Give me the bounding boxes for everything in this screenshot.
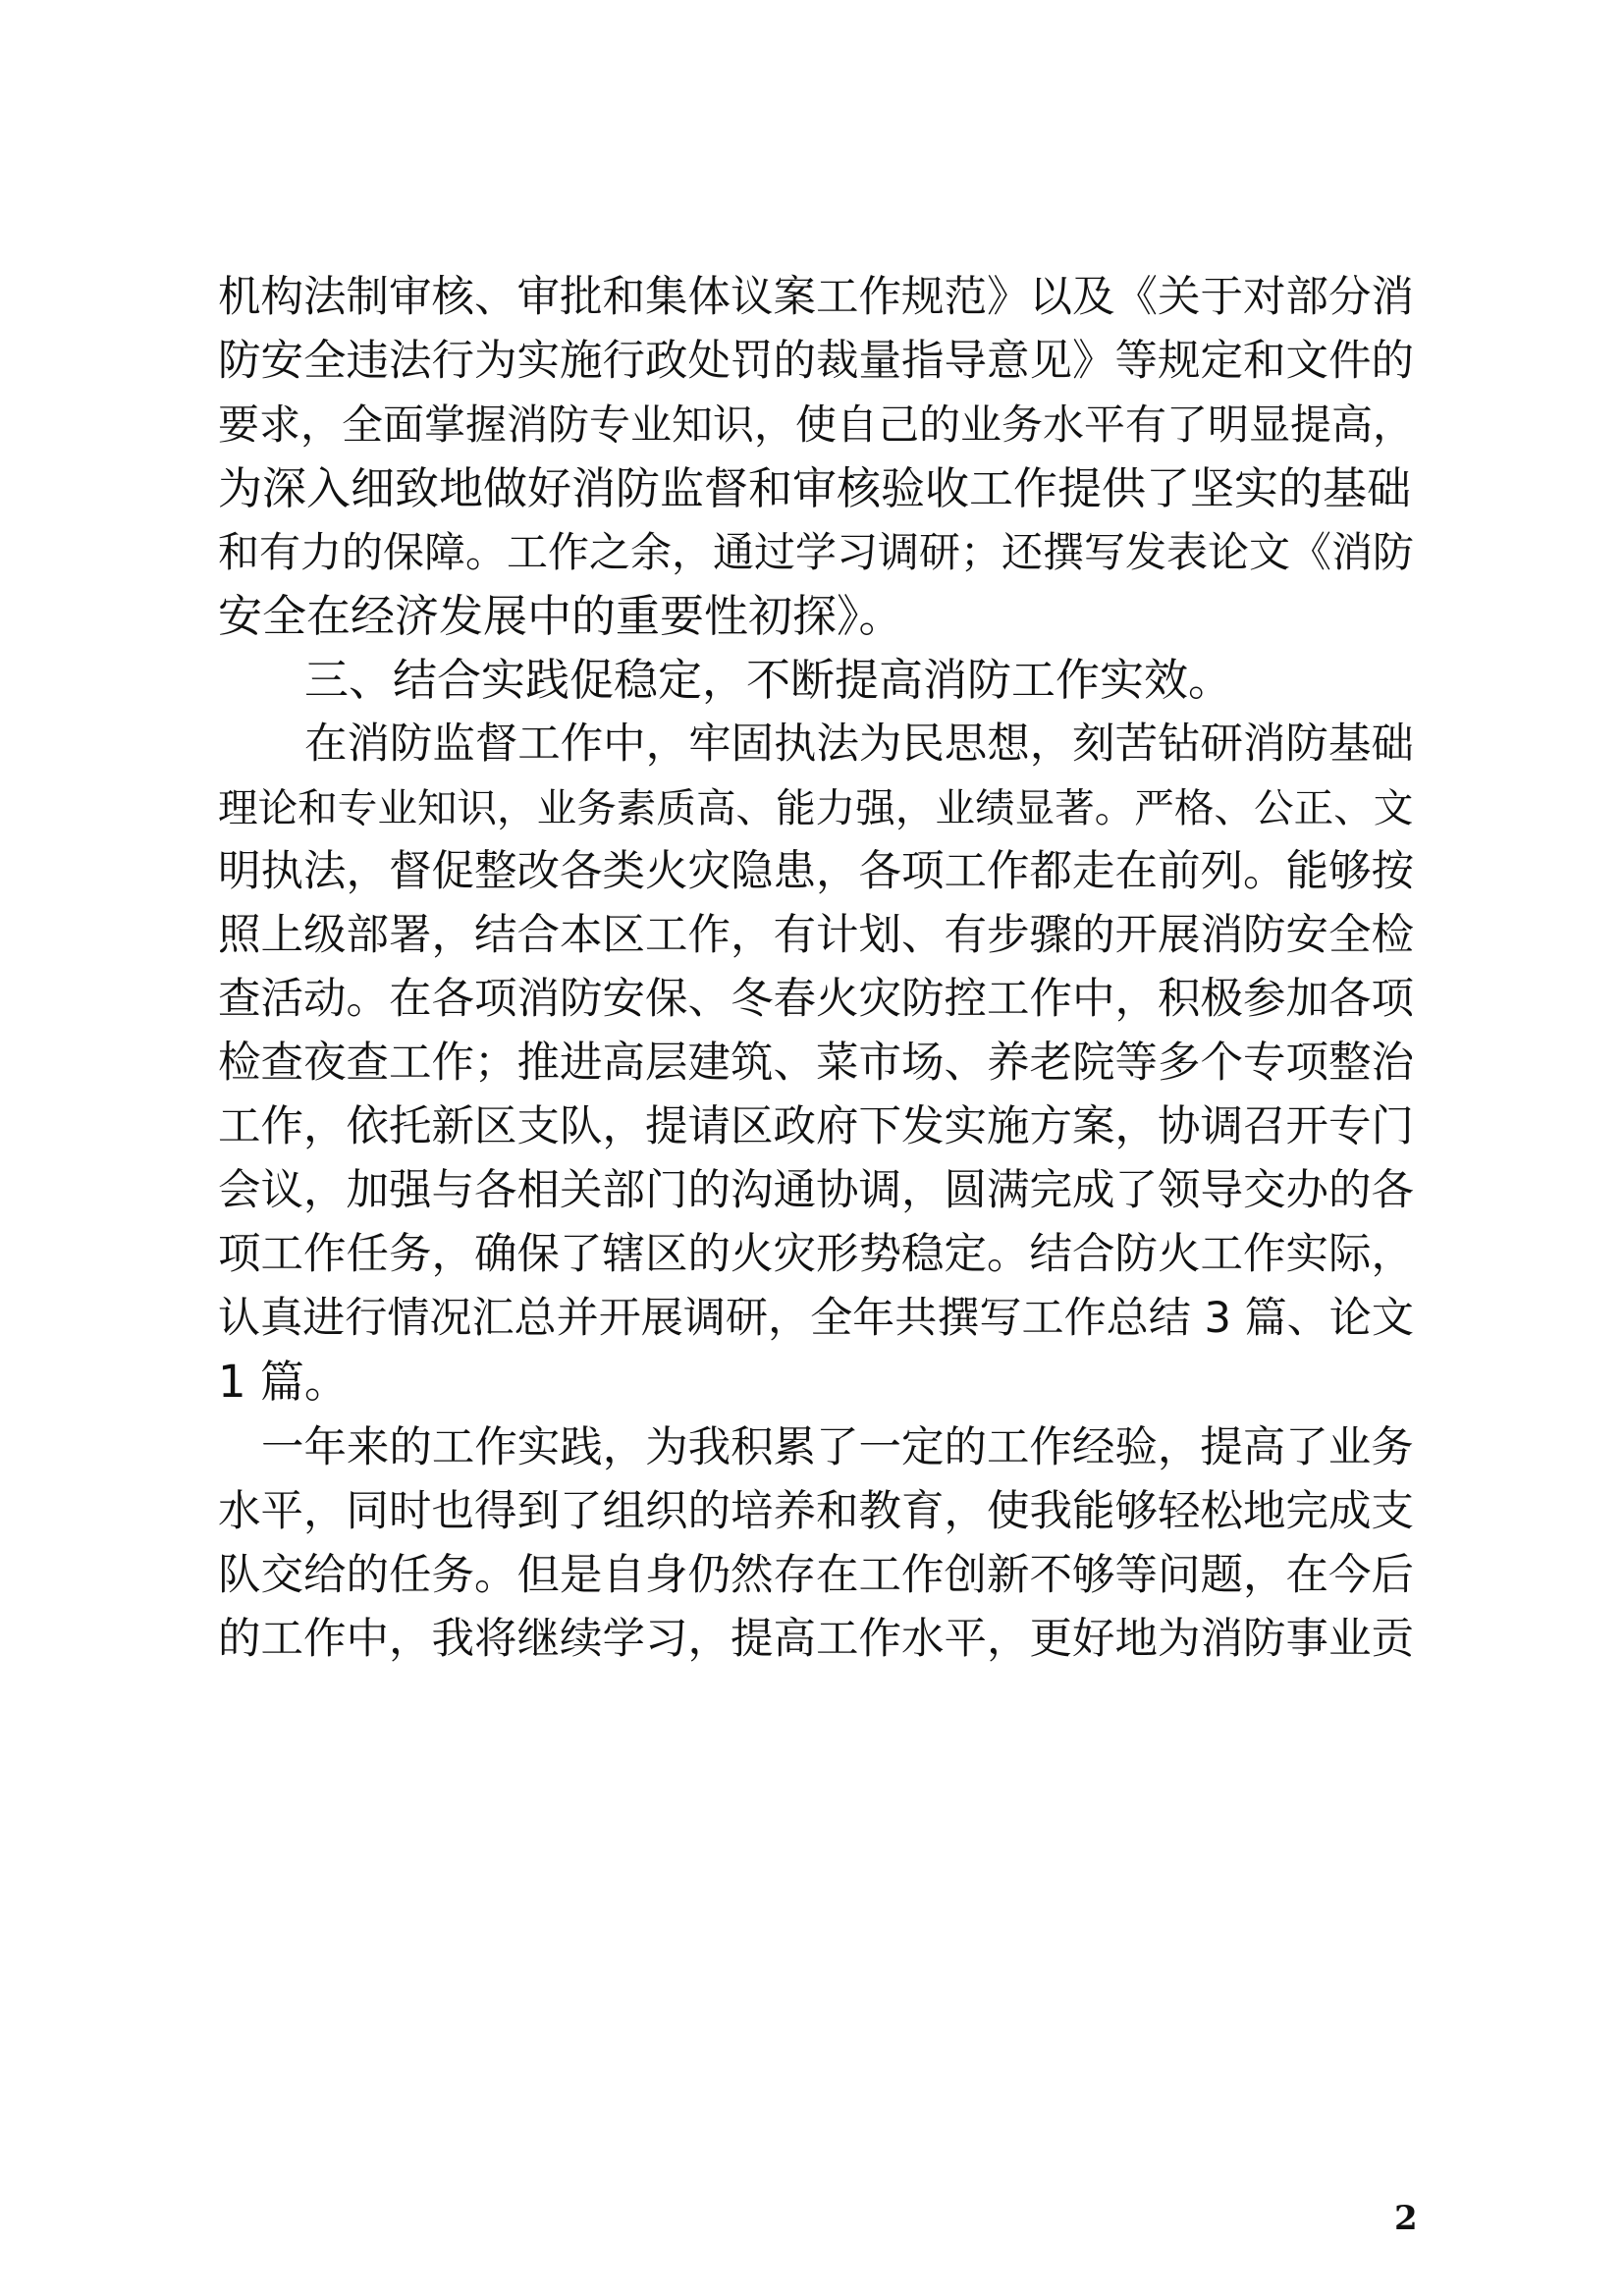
text-line: 检查夜查工作；推进高层建筑、菜市场、养老院等多个专项整治: [218, 1039, 1414, 1088]
page-number: 2: [1394, 2199, 1418, 2238]
text-line: 理论和专业知识，业务素质高、能力强，业绩显著。严格、公正、文: [218, 784, 1414, 831]
text-line: 要求，全面掌握消防专业知识，使自己的业务水平有了明显提高，: [218, 400, 1415, 449]
text-line: 的工作中，我将继续学习，提高工作水平，更好地为消防事业贡: [218, 1615, 1414, 1664]
text-line: 项工作任务，确保了辖区的火灾形势稳定。结合防火工作实际，: [218, 1230, 1414, 1279]
text-line: 队交给的任务。但是自身仍然存在工作创新不够等问题，在今后: [218, 1551, 1414, 1600]
text-line: 认真进行情况汇总并开展调研，全年共撰写工作总结 3 篇、论文: [218, 1294, 1414, 1343]
text-line: 和有力的保障。工作之余，通过学习调研；还撰写发表论文《消防: [218, 528, 1415, 576]
text-line: 机构法制审核、审批和集体议案工作规范》以及《关于对部分消: [218, 273, 1414, 322]
text-line: 为深入细致地做好消防监督和审核验收工作提供了坚实的基础: [218, 462, 1412, 514]
text-line: 工作，依托新区支队，提请区政府下发实施方案，协调召开专门: [218, 1102, 1414, 1151]
section-heading: 三、结合实践促稳定，不断提高消防工作实效。: [304, 654, 1233, 706]
text-line: 一年来的工作实践，为我积累了一定的工作经验，提高了业务: [261, 1423, 1414, 1472]
text-line: 安全在经济发展中的重要性初探》。: [218, 590, 903, 642]
text-line: 照上级部署，结合本区工作，有计划、有步骤的开展消防安全检: [218, 911, 1414, 960]
text-line: 1 篇。: [218, 1356, 349, 1408]
text-line: 会议，加强与各相关部门的沟通协调，圆满完成了领导交办的各: [218, 1166, 1414, 1215]
text-line: 在消防监督工作中，牢固执法为民思想，刻苦钻研消防基础: [304, 720, 1414, 769]
text-line: 明执法，督促整改各类火灾隐患，各项工作都走在前列。能够按: [218, 847, 1414, 896]
text-line: 防安全违法行为实施行政处罚的裁量指导意见》等规定和文件的: [218, 337, 1414, 386]
text-line: 查活动。在各项消防安保、冬春火灾防控工作中，积极参加各项: [218, 975, 1414, 1024]
text-line: 水平，同时也得到了组织的培养和教育，使我能够轻松地完成支: [218, 1487, 1414, 1536]
